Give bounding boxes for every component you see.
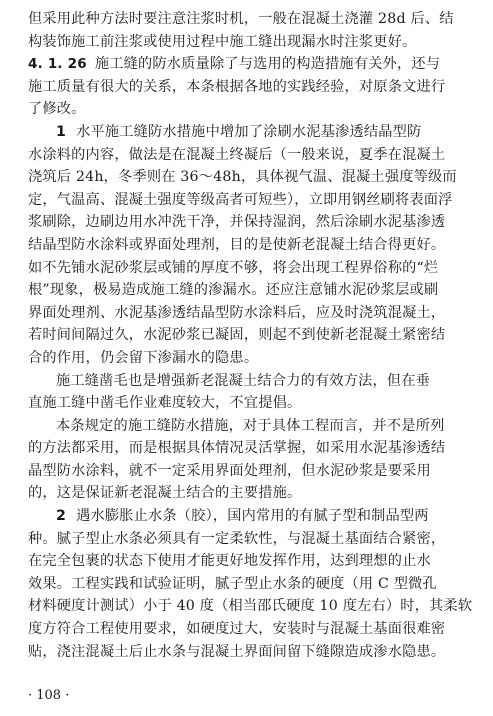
item-number: 2 xyxy=(56,508,67,525)
item-paragraph xyxy=(28,505,476,663)
paragraph xyxy=(28,370,476,415)
text-line: 结晶型防水涂料或界面处理剂，目的是使新老混凝土结合得更好。 xyxy=(28,236,446,253)
paragraph xyxy=(28,415,476,505)
line-text: 施工缝的防水质量除了与选用的构造措施有关外，还与 xyxy=(94,56,441,73)
text-line: 构装饰施工前注浆或使用过程中施工缝出现漏水时注浆更好。 xyxy=(28,33,417,50)
text-line: 施工缝凿毛也是增强新老混凝土结合力的有效方法，但在垂 xyxy=(56,372,431,389)
text-line: 度方符合工程使用要求，如硬度过大，安装时与混凝土基面很难密 xyxy=(28,621,446,638)
text-line: 效果。工程实践和试验证明，腻子型止水条的硬度（用 C 型微孔 xyxy=(28,575,437,592)
page-number: · 108 · xyxy=(28,688,70,703)
text-line: 直施工缝中凿毛作业难度较大，不宜提倡。 xyxy=(28,395,302,412)
item-paragraph xyxy=(28,121,476,370)
text-line: 的，这是保证新老混凝土结合的主要措施。 xyxy=(28,485,302,502)
text-line: 如不先铺水泥砂浆层或铺的厚度不够，将会出现工程界俗称的“烂 xyxy=(28,259,439,276)
section-paragraph xyxy=(28,53,476,121)
text-line: 但采用此种方法时要注意注浆时机，一般在混凝土浇灌 28d 后、结 xyxy=(28,11,454,27)
text-line: 根”现象，极易造成施工缝的渗漏水。还应注意铺水泥砂浆层或刷 xyxy=(28,282,439,299)
text-line: 浇筑后 24h，冬季则在 36～48h，具体视气温、混凝土强度等级而 xyxy=(28,169,457,186)
paragraph xyxy=(28,8,476,53)
text-line: 施工质量有很大的关系，本条根据各地的实践经验，对原条文进行 xyxy=(28,78,446,95)
section-number: 4. 1. 26 xyxy=(28,56,87,73)
text-line: 材料硬度计测试）小于 40 度（相当邵氏硬度 10 度左右）时，其柔软 xyxy=(28,598,473,615)
text-line: 界面处理剂、水泥基渗透结晶型防水涂料后，应及时浇筑混凝土， xyxy=(28,304,446,321)
item-number: 1 xyxy=(56,123,67,140)
text-line xyxy=(28,53,476,76)
text-line: 定，气温高、混凝土强度等级高者可短些），立即用钢丝刷将表面浮 xyxy=(28,191,453,208)
text-line: 若时间间隔过久，水泥砂浆已凝固，则起不到使新老混凝土紧密结 xyxy=(28,327,446,344)
text-line: 在完全包裹的状态下使用才能更好地发挥作用，达到理想的止水 xyxy=(28,553,431,570)
text-line: 了修改。 xyxy=(28,101,86,118)
text-line xyxy=(28,121,476,144)
text-line xyxy=(28,505,476,528)
text-line: 的方法都采用，而是根据具体情况灵活掌握，如采用水泥基渗透结 xyxy=(28,440,446,457)
page-body xyxy=(28,8,476,663)
text-line: 合的作用，仍会留下渗漏水的隐患。 xyxy=(28,349,259,366)
text-line: 贴，浇注混凝土后止水条与混凝土界面间留下缝隙造成渗水隐患。 xyxy=(28,643,446,660)
text-line: 种。腻子型止水条必须具有一定柔软性，与混凝土基面结合紧密， xyxy=(28,530,446,547)
text-line: 晶型防水涂料，就不一定采用界面处理剂，但水泥砂浆是要采用 xyxy=(28,462,431,479)
text-line: 浆刷除，边刷边用水冲洗干净，并保持湿润，然后涂刷水泥基渗透 xyxy=(28,214,446,231)
line-text: 遇水膨胀止水条（胶），国内常用的有腻子型和制品型两 xyxy=(76,508,429,525)
text-line: 本条规定的施工缝防水措施，对于具体工程而言，并不是所列 xyxy=(56,417,445,434)
text-line: 水涂料的内容，做法是在混凝土终凝后（一般来说，夏季在混凝土 xyxy=(28,146,446,163)
line-text: 水平施工缝防水措施中增加了涂刷水泥基渗透结晶型防 xyxy=(76,123,422,140)
